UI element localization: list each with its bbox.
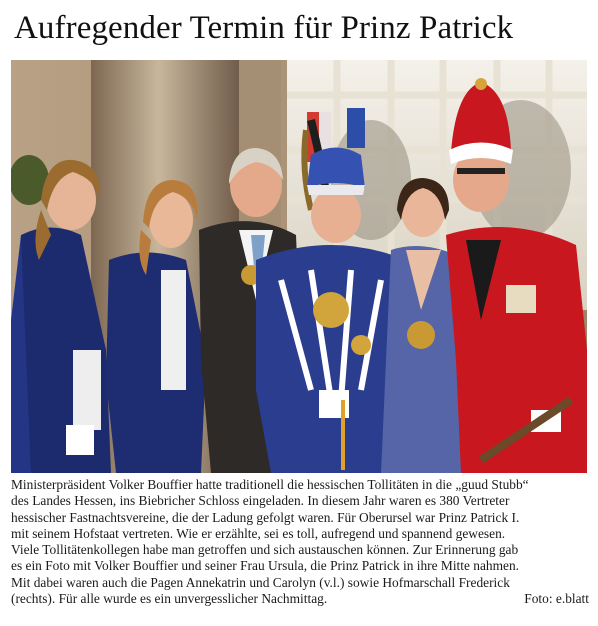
caption-line-6: es ein Foto mit Volker Bouffier und seiner Frau Ursula, die Prinz Patrick in ihre Mitte nahmen. xyxy=(11,558,520,574)
caption-line-4: mit seinem Hofstaat vertreten. Wie er erzählte, sei es toll, aufregend und spannend gewesen. xyxy=(11,525,506,541)
caption-last-text: (rechts). Für alle wurde es ein unvergesslicher Nachmittag. xyxy=(11,591,328,607)
caption-line-5: Viele Tollitätenkollegen habe man getroffen und sich austauschen können. Zur Erinnerung gab xyxy=(11,542,519,558)
caption-line-8 xyxy=(11,591,589,607)
caption-line-3: hessischer Fastnachtsvereine, die der Ladung gefolgt waren. Für Oberursel war Prinz Patrick I. xyxy=(11,509,520,525)
caption-line-7: Mit dabei waren auch die Pagen Annekatrin und Carolyn (v.l.) sowie Hofmarschall Frederick xyxy=(11,574,510,590)
photo-caption xyxy=(11,477,589,607)
article-headline: Aufregender Termin für Prinz Patrick xyxy=(14,10,514,46)
caption-line-2: des Landes Hessen, ins Biebricher Schloss eingeladen. In diesem Jahr waren es 380 Vertreter xyxy=(11,493,510,509)
article-photo xyxy=(11,60,587,473)
caption-line-1: Ministerpräsident Volker Bouffier hatte traditionell die hessischen Tollitäten in die „guud Stubb“ xyxy=(11,477,529,492)
photo-credit: Foto: e.blatt xyxy=(524,591,589,607)
